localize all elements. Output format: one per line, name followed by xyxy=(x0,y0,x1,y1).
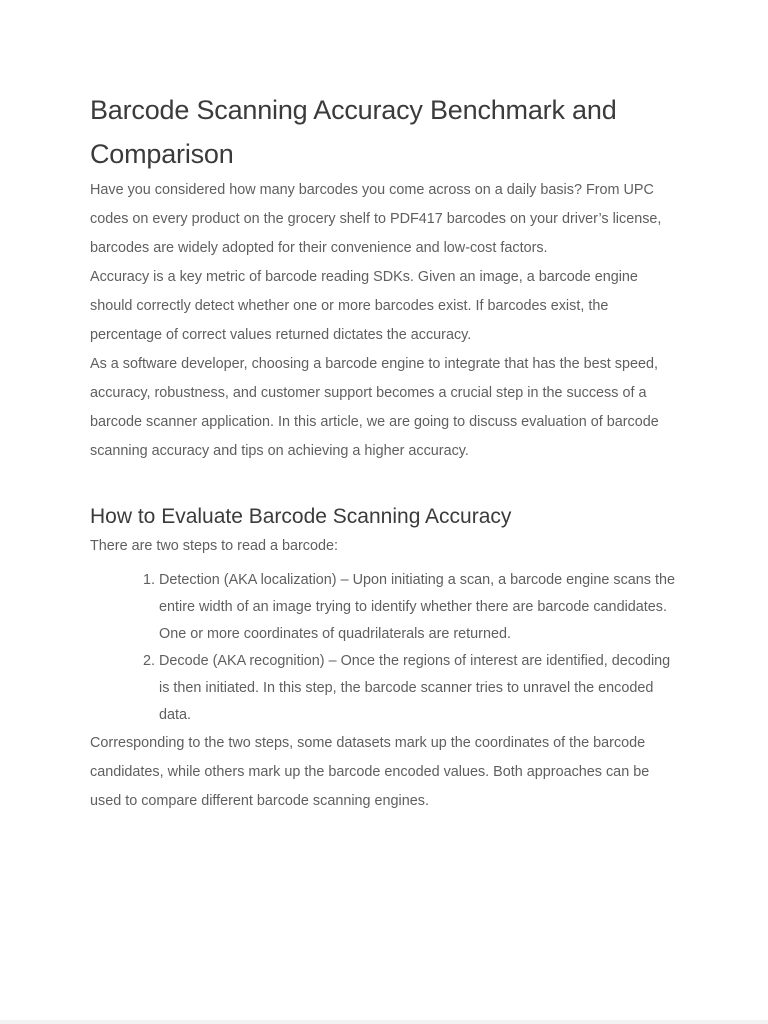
page-bottom-divider xyxy=(0,1020,768,1024)
list-item xyxy=(142,567,682,648)
article xyxy=(90,88,682,816)
list-item-text: Decode (AKA recognition) – Once the regions of interest are identified, decoding is then initiated. In this step, the barcode scanner tries to unravel the encoded data. xyxy=(159,653,671,723)
paragraph-developer: As a software developer, choosing a barcode engine to integrate that has the best speed, accuracy, robustness, and customer support becomes a crucial step in the success of a barcode scanner application. In this article, we are going to discuss evaluation of barcode scanning accuracy and tips on achieving a higher accuracy. xyxy=(90,356,659,459)
article-title: Barcode Scanning Accuracy Benchmark and Comparison xyxy=(90,95,617,169)
paragraph-accuracy: Accuracy is a key metric of barcode reading SDKs. Given an image, a barcode engine should correctly detect whether one or more barcodes exist. If barcodes exist, the percentage of correct values returned dictates the accuracy. xyxy=(90,269,638,343)
section-heading: How to Evaluate Barcode Scanning Accuracy xyxy=(90,505,512,528)
list-item-number: 2. xyxy=(142,653,155,669)
paragraph-closing: Corresponding to the two steps, some datasets mark up the coordinates of the barcode candidates, while others mark up the barcode encoded values. Both approaches can be used to compare different barcode scanning engines. xyxy=(90,735,650,809)
section-intro: There are two steps to read a barcode: xyxy=(90,538,338,554)
paragraph-intro: Have you considered how many barcodes you come across on a daily basis? From UPC codes on every product on the grocery shelf to PDF417 barcodes on your driver’s license, barcodes are widely adopted for their convenience and low-cost factors. xyxy=(90,182,662,256)
list-item xyxy=(142,648,682,729)
list-item-text: Detection (AKA localization) – Upon initiating a scan, a barcode engine scans the entire width of an image trying to identify whether there are barcode candidates. One or more coordinates of quadrilaterals are returned. xyxy=(159,572,675,642)
steps-list xyxy=(90,567,682,729)
list-item-number: 1. xyxy=(142,572,155,588)
